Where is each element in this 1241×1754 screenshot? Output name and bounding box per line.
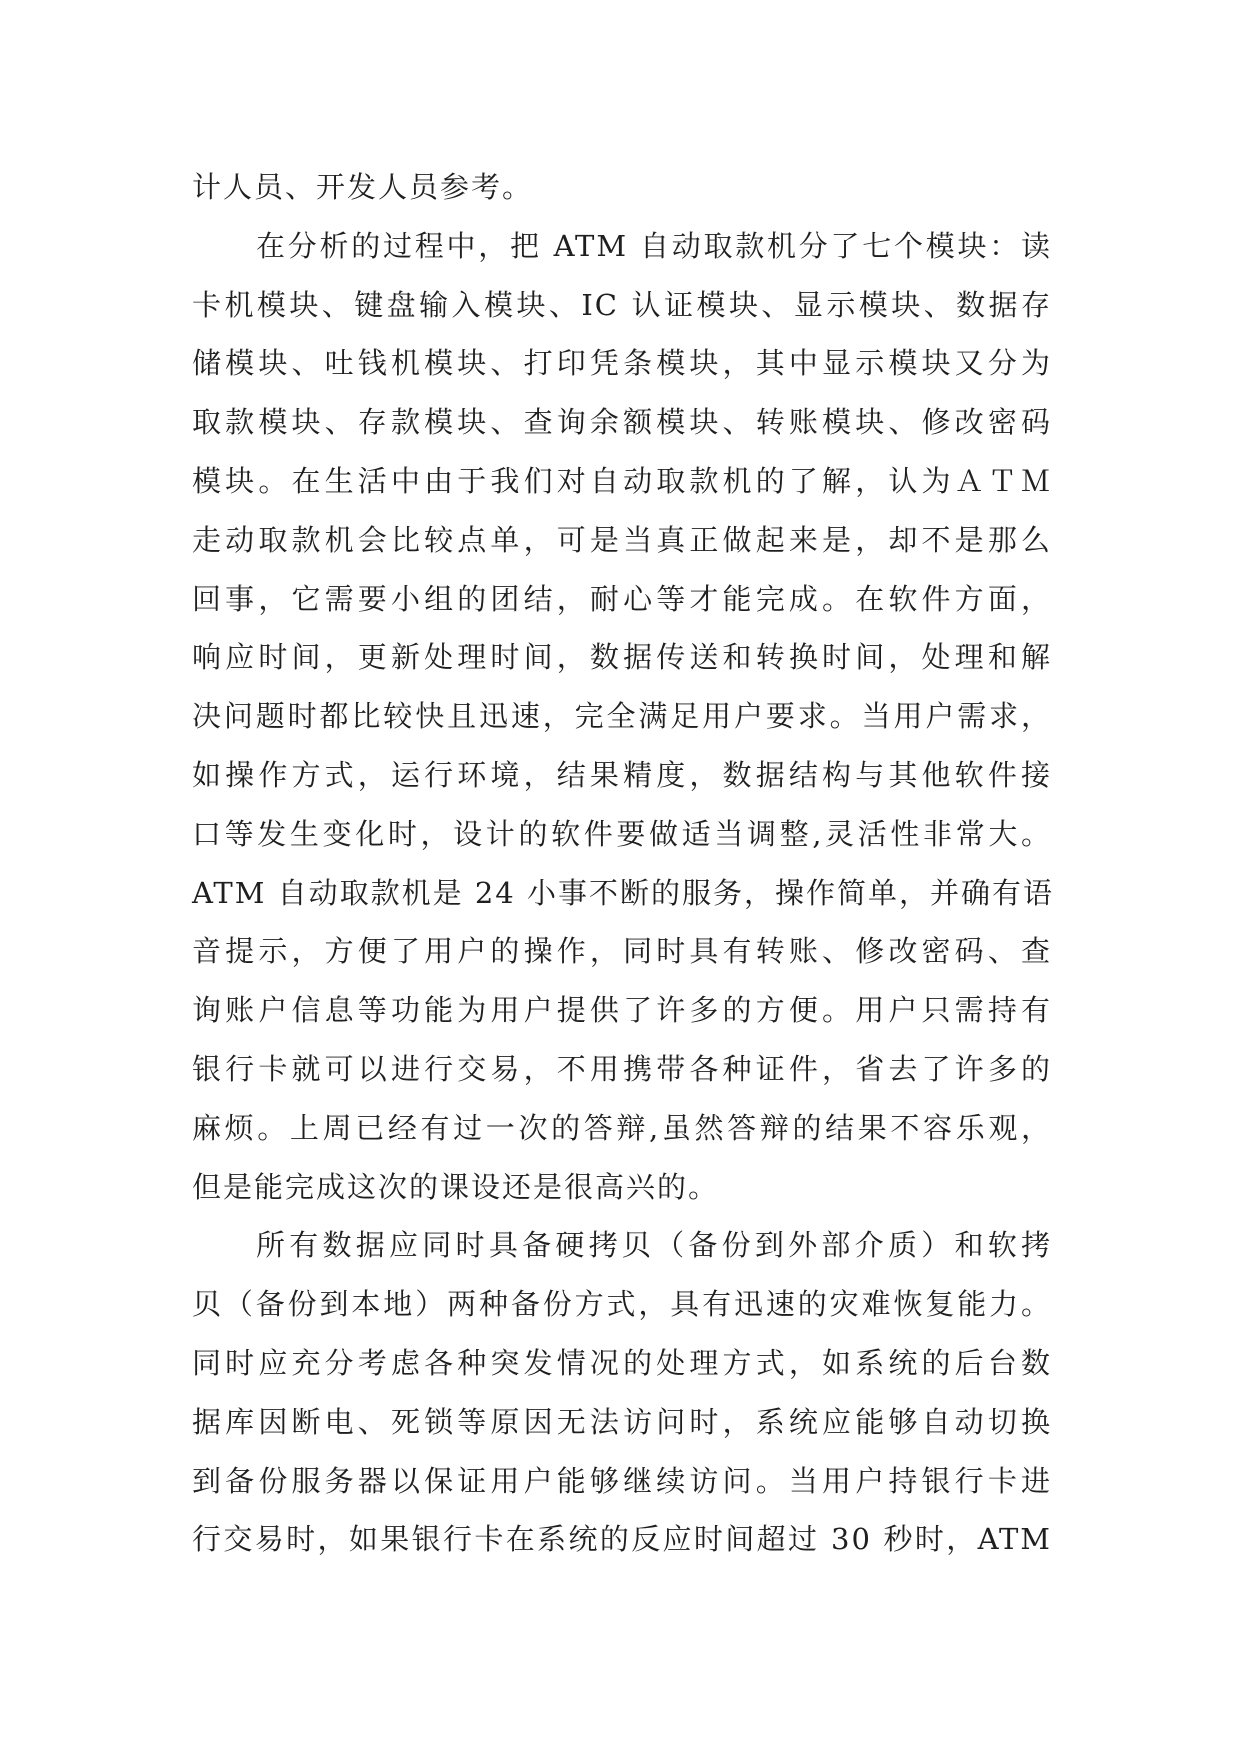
text-line: 据库因断电、死锁等原因无法访问时，系统应能够自动切换 — [192, 1404, 1052, 1439]
text-line: 模块。在生活中由于我们对自动取款机的了解，认为ＡＴＭ — [192, 463, 1052, 498]
body-text — [192, 158, 1052, 1569]
text-line: 银行卡就可以进行交易，不用携带各种证件，省去了许多的 — [192, 1051, 1052, 1086]
paragraph-first-line: 所有数据应同时具备硬拷贝（备份到外部介质）和软拷 — [256, 1228, 1052, 1263]
text-line: 贝（备份到本地）两种备份方式，具有迅速的灾难恢复能力。 — [192, 1287, 1052, 1322]
text-line: 响应时间，更新处理时间，数据传送和转换时间，处理和解 — [192, 640, 1052, 675]
text-line: 走动取款机会比较点单，可是当真正做起来是，却不是那么 — [192, 522, 1052, 557]
paragraph-first-line: 在分析的过程中，把 ATM 自动取款机分了七个模块：读 — [256, 228, 1052, 263]
text-line: ATM 自动取款机是 24 小事不断的服务，操作简单，并确有语 — [192, 875, 1054, 910]
text-line: 同时应充分考虑各种突发情况的处理方式，如系统的后台数 — [192, 1345, 1052, 1380]
text-line: 询账户信息等功能为用户提供了许多的方便。用户只需持有 — [192, 993, 1052, 1028]
text-line: 音提示，方便了用户的操作，同时具有转账、修改密码、查 — [192, 934, 1052, 969]
text-line: 储模块、吐钱机模块、打印凭条模块，其中显示模块又分为 — [192, 346, 1052, 381]
text-line: 回事，它需要小组的团结，耐心等才能完成。在软件方面， — [192, 581, 1052, 616]
text-line: 到备份服务器以保证用户能够继续访问。当用户持银行卡进 — [192, 1463, 1052, 1498]
text-line: 但是能完成这次的课设还是很高兴的。 — [192, 1169, 720, 1204]
text-line: 麻烦。上周已经有过一次的答辩,虽然答辩的结果不容乐观， — [192, 1110, 1052, 1145]
text-line: 决问题时都比较快且迅速，完全满足用户要求。当用户需求， — [192, 699, 1052, 734]
text-line: 如操作方式，运行环境，结果精度，数据结构与其他软件接 — [192, 757, 1052, 792]
text-line: 口等发生变化时，设计的软件要做适当调整,灵活性非常大。 — [192, 816, 1052, 851]
text-line: 计人员、开发人员参考。 — [192, 170, 534, 204]
text-line: 卡机模块、键盘输入模块、IC 认证模块、显示模块、数据存 — [192, 287, 1052, 322]
text-line: 取款模块、存款模块、查询余额模块、转账模块、修改密码 — [192, 405, 1052, 440]
text-line: 行交易时，如果银行卡在系统的反应时间超过 30 秒时，ATM — [192, 1522, 1052, 1557]
